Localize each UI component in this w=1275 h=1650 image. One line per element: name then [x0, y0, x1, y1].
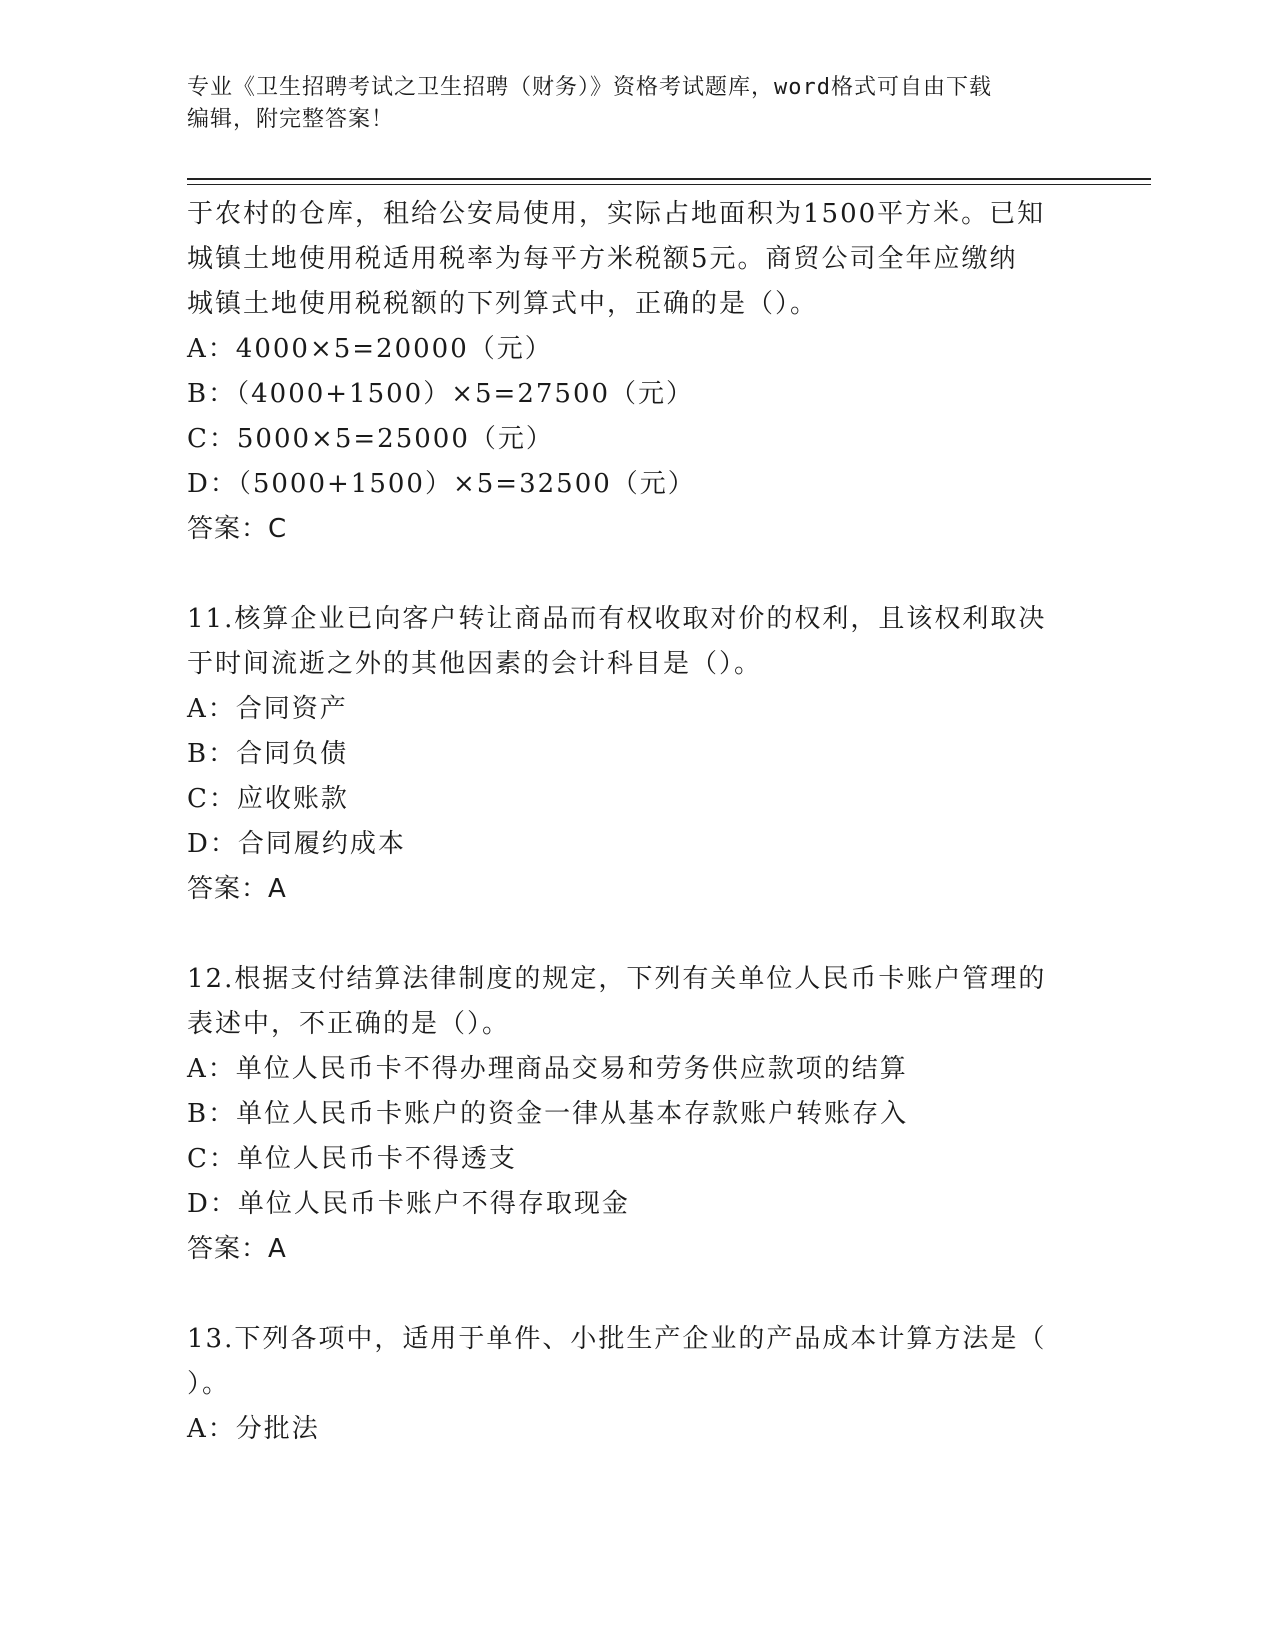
- header-divider-thick: [187, 178, 1151, 180]
- question-list: [187, 192, 1087, 1452]
- question-text-line: 于时间流逝之外的其他因素的会计科目是（）。: [187, 649, 763, 679]
- option-c: C：单位人民币卡不得透支: [187, 1144, 517, 1174]
- option-a: A：单位人民币卡不得办理商品交易和劳务供应款项的结算: [187, 1054, 908, 1084]
- option-a: A：4000×5=20000（元）: [187, 334, 553, 364]
- option-c: C：应收账款: [187, 784, 349, 814]
- header-line-1: 专业《卫生招聘考试之卫生招聘（财务）》资格考试题库，word格式可自由下载: [187, 75, 992, 100]
- option-b: B：合同负债: [187, 739, 349, 769]
- page-header: [187, 72, 1087, 136]
- question-text-line: 于农村的仓库，租给公安局使用，实际占地面积为1500平方米。已知: [187, 199, 1046, 229]
- question-text-line: 12.根据支付结算法律制度的规定，下列有关单位人民币卡账户管理的: [187, 964, 1047, 994]
- question-13: [187, 1317, 1087, 1452]
- header-line-2: 编辑，附完整答案！: [187, 107, 395, 132]
- option-d: D：合同履约成本: [187, 829, 406, 859]
- question-12: [187, 957, 1087, 1272]
- option-d: D：单位人民币卡账户不得存取现金: [187, 1189, 630, 1219]
- option-c: C：5000×5=25000（元）: [187, 424, 554, 454]
- answer: 答案：A: [187, 1234, 287, 1264]
- header-divider-thin: [187, 184, 1151, 185]
- question-text-line: 表述中，不正确的是（）。: [187, 1009, 511, 1039]
- question-10: [187, 192, 1087, 552]
- option-a: A：分批法: [187, 1414, 320, 1444]
- question-text-line: 城镇土地使用税税额的下列算式中，正确的是（）。: [187, 289, 819, 319]
- answer: 答案：C: [187, 514, 288, 544]
- answer: 答案：A: [187, 874, 287, 904]
- question-text-line: 13.下列各项中，适用于单件、小批生产企业的产品成本计算方法是（: [187, 1324, 1047, 1354]
- question-text-line: 11.核算企业已向客户转让商品而有权收取对价的权利，且该权利取决: [187, 604, 1047, 634]
- question-text-line: 城镇土地使用税适用税率为每平方米税额5元。商贸公司全年应缴纳: [187, 244, 1018, 274]
- option-a: A：合同资产: [187, 694, 348, 724]
- option-d: D：（5000+1500）×5=32500（元）: [187, 469, 696, 499]
- question-text-line: ）。: [187, 1369, 231, 1399]
- option-b: B：（4000+1500）×5=27500（元）: [187, 379, 695, 409]
- question-11: [187, 597, 1087, 912]
- option-b: B：单位人民币卡账户的资金一律从基本存款账户转账存入: [187, 1099, 909, 1129]
